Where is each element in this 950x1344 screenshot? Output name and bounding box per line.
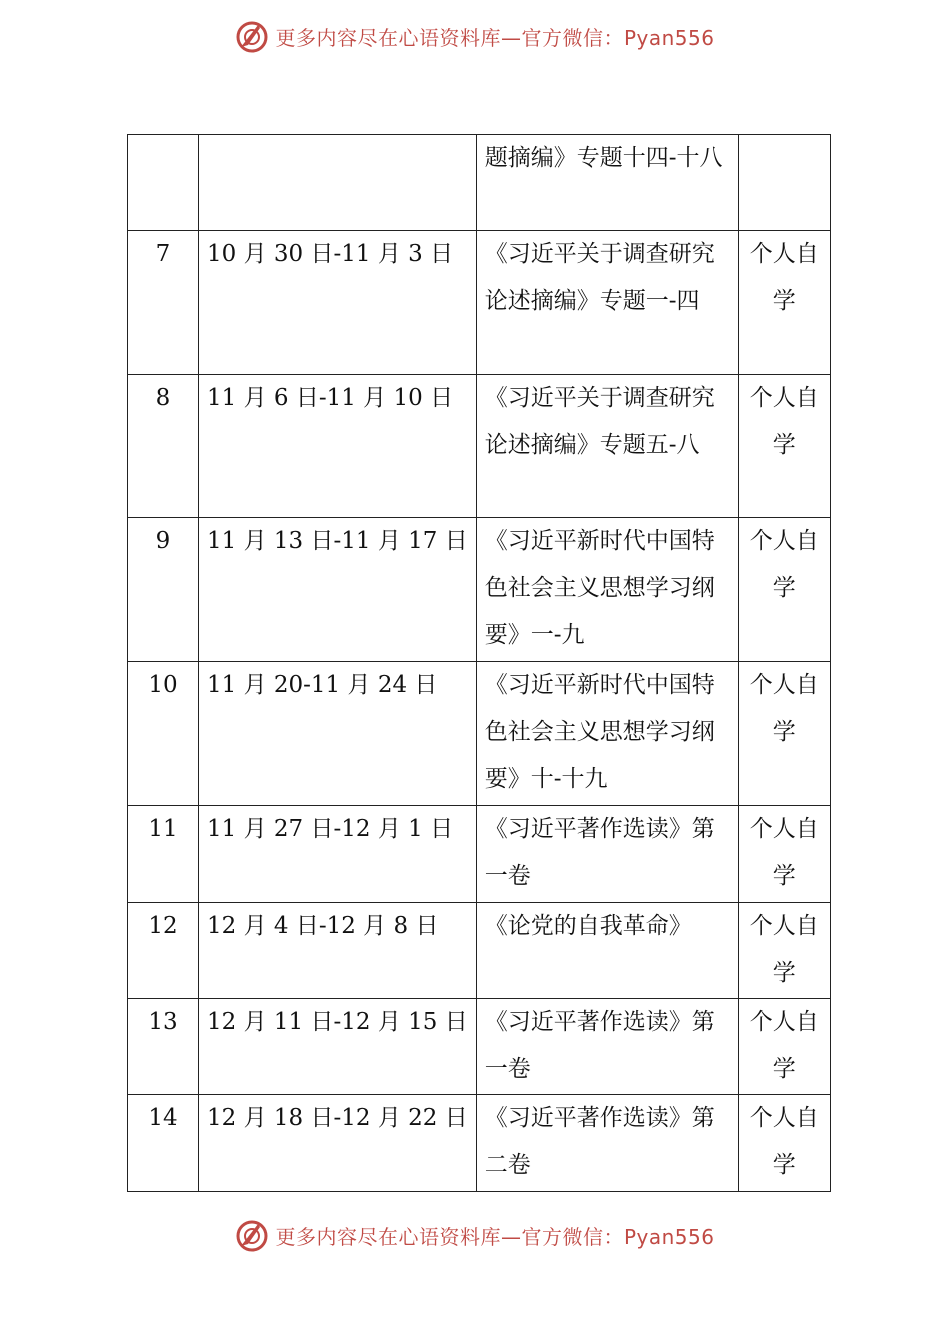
row-date: 11 月 6 日-11 月 10 日 (199, 375, 477, 518)
row-date: 12 月 11 日-12 月 15 日 (199, 999, 477, 1095)
row-number: 12 (128, 903, 199, 999)
table-row (128, 662, 831, 806)
row-number: 8 (128, 375, 199, 518)
row-content: 《习近平著作选读》第二卷 (476, 1095, 738, 1192)
header-watermark-banner (0, 16, 950, 56)
study-schedule-table (127, 134, 831, 1192)
row-method (738, 135, 830, 231)
row-method: 个人自学 (738, 375, 830, 518)
banner-text: 更多内容尽在心语资料库—官方微信：Pyan556 (275, 1224, 715, 1249)
table-row (128, 135, 831, 231)
row-content: 《习近平新时代中国特色社会主义思想学习纲要》十-十九 (476, 662, 738, 806)
row-date: 11 月 27 日-12 月 1 日 (199, 806, 477, 903)
row-method: 个人自学 (738, 231, 830, 375)
row-date (199, 135, 477, 231)
row-number: 10 (128, 662, 199, 806)
row-number (128, 135, 199, 231)
row-method: 个人自学 (738, 662, 830, 806)
table-row (128, 375, 831, 518)
row-content: 《习近平新时代中国特色社会主义思想学习纲要》一-九 (476, 518, 738, 662)
row-content: 《习近平关于调查研究论述摘编》专题一-四 (476, 231, 738, 375)
table-row (128, 903, 831, 999)
banner-text: 更多内容尽在心语资料库—官方微信：Pyan556 (275, 25, 715, 50)
footer-watermark-banner (0, 1215, 950, 1255)
table-row (128, 231, 831, 375)
table-row (128, 806, 831, 903)
row-method: 个人自学 (738, 999, 830, 1095)
row-method: 个人自学 (738, 1095, 830, 1192)
row-content: 题摘编》专题十四-十八 (476, 135, 738, 231)
row-number: 14 (128, 1095, 199, 1192)
brand-logo-icon (235, 19, 269, 53)
brand-logo-icon (235, 1218, 269, 1252)
row-number: 11 (128, 806, 199, 903)
row-number: 9 (128, 518, 199, 662)
table-row (128, 1095, 831, 1192)
row-number: 7 (128, 231, 199, 375)
row-date: 11 月 13 日-11 月 17 日 (199, 518, 477, 662)
table-row (128, 518, 831, 662)
row-content: 《习近平著作选读》第一卷 (476, 999, 738, 1095)
row-number: 13 (128, 999, 199, 1095)
row-method: 个人自学 (738, 518, 830, 662)
row-date: 12 月 18 日-12 月 22 日 (199, 1095, 477, 1192)
row-content: 《习近平关于调查研究论述摘编》专题五-八 (476, 375, 738, 518)
row-content: 《习近平著作选读》第一卷 (476, 806, 738, 903)
row-method: 个人自学 (738, 903, 830, 999)
row-content: 《论党的自我革命》 (476, 903, 738, 999)
table-row (128, 999, 831, 1095)
row-date: 10 月 30 日-11 月 3 日 (199, 231, 477, 375)
row-method: 个人自学 (738, 806, 830, 903)
row-date: 11 月 20-11 月 24 日 (199, 662, 477, 806)
row-date: 12 月 4 日-12 月 8 日 (199, 903, 477, 999)
